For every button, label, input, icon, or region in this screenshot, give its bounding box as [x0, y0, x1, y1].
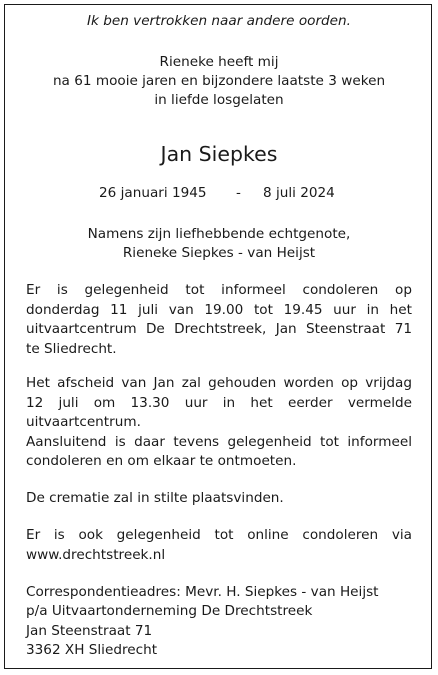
condolence-line: donderdag 11 juli van 19.00 tot 19.45 uur in het: [26, 301, 412, 318]
farewell-line: uitvaartcentrum.: [26, 414, 141, 430]
farewell-line: Aansluitend is daar tevens gelegenheid tot informeel: [26, 433, 412, 450]
condolence-line: uitvaartcentrum De Drechtstreek, Jan Steenstraat 71: [26, 321, 412, 337]
birth-date: 26 januari 1945: [99, 185, 207, 201]
online-paragraph: [26, 526, 412, 565]
farewell-line: Het afscheid van Jan zal gehouden worden op vrijdag: [26, 375, 412, 391]
intro-line-1: Rieneke heeft mij: [159, 54, 279, 70]
condolence-line: te Sliedrecht.: [26, 340, 117, 357]
address-line-1: Correspondentieadres: Mevr. H. Siepkes - van Heijst: [26, 584, 379, 600]
cremation-note: De crematie zal in stilte plaatsvinden.: [26, 490, 284, 506]
family-line-1: Namens zijn liefhebbende echtgenote,: [87, 226, 351, 242]
intro-line-3: in liefde losgelaten: [154, 92, 284, 108]
farewell-line: 12 juli om 13.30 uur in het eerder vermelde: [26, 394, 412, 411]
address-line-3: Jan Steenstraat 71: [26, 623, 153, 639]
address-line-4: 3362 XH Sliedrecht: [26, 642, 158, 658]
farewell-paragraph: [26, 374, 412, 472]
motto: Ik ben vertrokken naar andere oorden.: [87, 13, 351, 29]
address-line-2: p/a Uitvaartonderneming De Drechtstreek: [26, 603, 313, 619]
farewell-line: condoleren en om elkaar te ontmoeten.: [26, 453, 297, 469]
family-line-2: Rieneke Siepkes - van Heijst: [122, 245, 316, 261]
date-separator: -: [236, 185, 241, 201]
death-date: 8 juli 2024: [263, 185, 335, 201]
deceased-name: Jan Siepkes: [160, 142, 278, 166]
intro-line-2: na 61 mooie jaren en bijzondere laatste 3 weken: [52, 73, 386, 89]
condolence-line: Er is gelegenheid tot informeel condoleren op: [26, 282, 412, 298]
online-line-1: Er is ook gelegenheid tot online condoleren via: [26, 527, 412, 543]
website-link[interactable]: www.drechtstreek.nl: [26, 546, 166, 563]
condolence-paragraph: [26, 281, 412, 359]
